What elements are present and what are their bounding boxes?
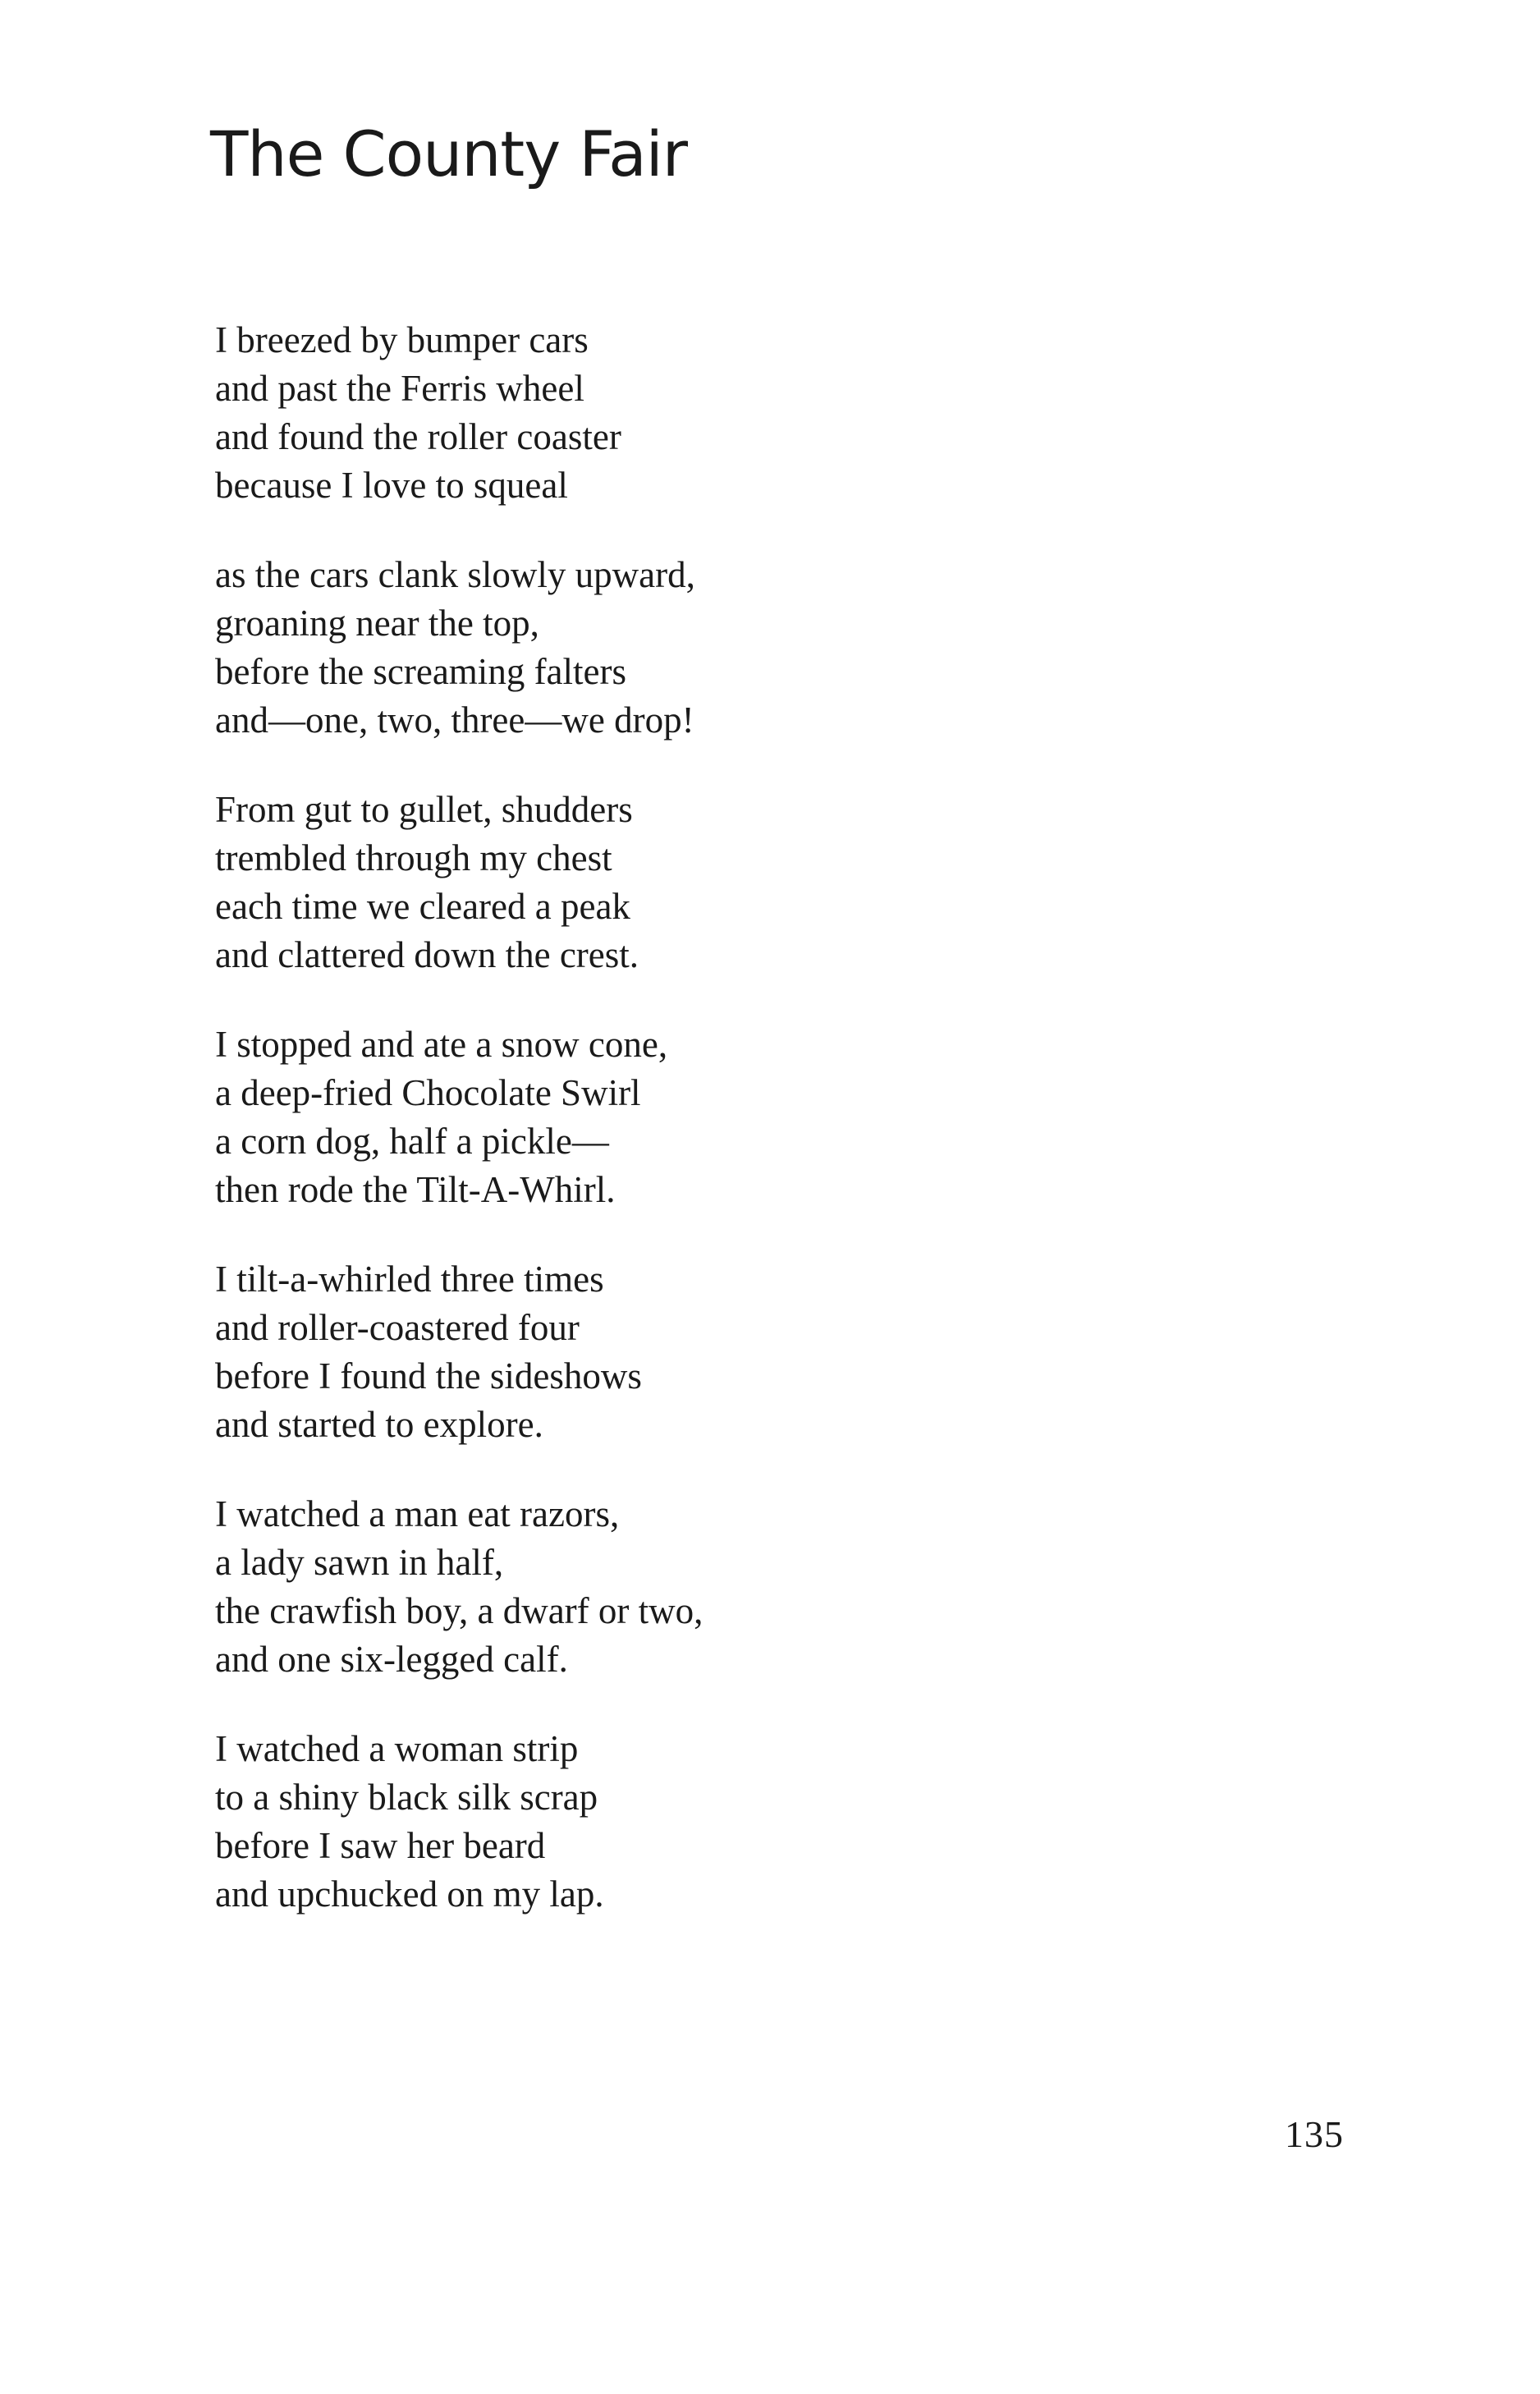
poem-body <box>215 316 1036 1960</box>
poem-line: I watched a man eat razors, <box>215 1493 620 1534</box>
poem-line: to a shiny black silk scrap <box>215 1777 598 1818</box>
poem-line: and clattered down the crest. <box>215 934 639 975</box>
poem-line: and past the Ferris wheel <box>215 368 584 409</box>
poem-line: and started to explore. <box>215 1404 543 1445</box>
page-number: 135 <box>1285 2113 1344 2155</box>
poem-line: and found the roller coaster <box>215 416 621 457</box>
poem-line: I stopped and ate a snow cone, <box>215 1024 668 1065</box>
stanza <box>215 1725 1036 1919</box>
poem-line: From gut to gullet, shudders <box>215 789 633 830</box>
poem-line: as the cars clank slowly upward, <box>215 554 695 595</box>
poem-line: each time we cleared a peak <box>215 886 630 927</box>
poem-line: a deep-fried Chocolate Swirl <box>215 1072 641 1113</box>
stanza <box>215 551 1036 745</box>
poem-line: before I found the sideshows <box>215 1355 642 1396</box>
stanza <box>215 1490 1036 1684</box>
poem-title: The County Fair <box>210 117 688 190</box>
poem-line: groaning near the top, <box>215 603 539 644</box>
poem-line: because I love to squeal <box>215 465 568 506</box>
poem-line: the crawfish boy, a dwarf or two, <box>215 1590 704 1631</box>
poem-line: and one six-legged calf. <box>215 1639 568 1680</box>
poem-line: trembled through my chest <box>215 837 612 878</box>
poem-line: then rode the Tilt-A-Whirl. <box>215 1169 616 1210</box>
stanza <box>215 1020 1036 1214</box>
poem-line: I breezed by bumper cars <box>215 319 589 360</box>
poem-line: and upchucked on my lap. <box>215 1873 604 1915</box>
poem-line: before I saw her beard <box>215 1825 546 1866</box>
stanza <box>215 1255 1036 1449</box>
poem-line: I tilt-a-whirled three times <box>215 1259 604 1300</box>
poem-line: and roller-coastered four <box>215 1307 580 1348</box>
poem-line: before the screaming falters <box>215 651 626 692</box>
stanza <box>215 316 1036 510</box>
poem-line: and—one, two, three—we drop! <box>215 699 694 741</box>
stanza <box>215 786 1036 979</box>
poem-line: a corn dog, half a pickle— <box>215 1121 609 1162</box>
poem-line: a lady sawn in half, <box>215 1542 504 1583</box>
poem-line: I watched a woman strip <box>215 1728 579 1769</box>
